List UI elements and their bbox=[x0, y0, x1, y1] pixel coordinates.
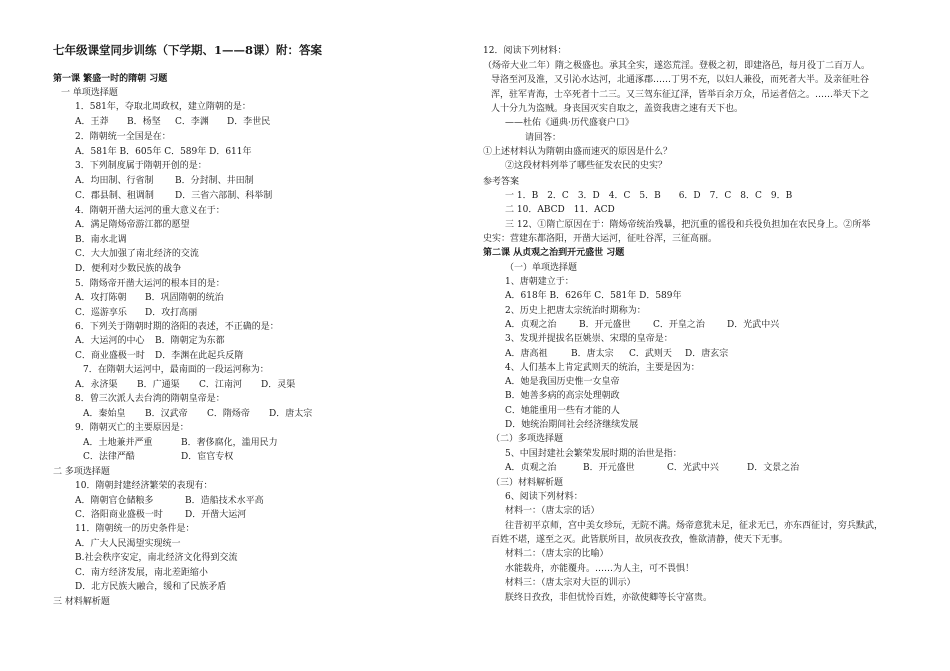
question-2-options bbox=[505, 319, 779, 331]
question-7-options bbox=[75, 379, 295, 391]
option: C．武则天 bbox=[629, 349, 672, 359]
answers-line: 一 1．B 2．C 3．D 4．C 5．B 6．D 7．C 8．C 9．B bbox=[505, 191, 793, 201]
question-3: 3．下列制度属于隋朝开创的是： bbox=[75, 161, 207, 171]
question-8: 8．曾三次派人去台湾的隋朝皇帝是： bbox=[75, 394, 225, 404]
question-10-options bbox=[75, 495, 264, 507]
question-3: 3、发现并提拔名臣姚崇、宋璟的皇帝是： bbox=[505, 334, 673, 344]
option: C．洛阳商业盛极一时 bbox=[75, 510, 163, 520]
material-label: 材料二：（唐太宗的比喻） bbox=[505, 549, 609, 559]
option: C．光武中兴 bbox=[667, 463, 719, 473]
option: A．她是我国历史惟一女皇帝 bbox=[505, 377, 620, 387]
material-source: ——杜佑《通典·历代盛衰户口》 bbox=[505, 118, 634, 128]
question-1: 1、唐朝建立于： bbox=[505, 277, 574, 287]
question-6-options bbox=[75, 335, 225, 347]
option: B．杨坚 bbox=[127, 117, 161, 127]
question-6: 6．下列关于隋朝时期的洛阳的表述，不正确的是： bbox=[75, 322, 279, 332]
section-material-analysis: （三）材料解析题 bbox=[491, 478, 564, 488]
question-2: 2．隋朝统一全国是在： bbox=[75, 132, 171, 142]
option: B．汉武帝 bbox=[145, 409, 188, 419]
question-2: 2、历史上把唐太宗统治时期称为： bbox=[505, 306, 646, 316]
option: B．隋朝定为东都 bbox=[155, 336, 225, 346]
lesson1-heading: 第一课 繁盛一时的隋朝 习题 bbox=[53, 74, 168, 84]
option: A．隋朝官仓储粮多 bbox=[75, 496, 154, 506]
option: C．江南河 bbox=[199, 380, 242, 390]
option: A．大运河的中心 bbox=[75, 336, 145, 346]
material-label: 材料一：（唐太宗的话） bbox=[505, 506, 600, 516]
answers-heading: 参考答案 bbox=[483, 177, 520, 187]
option: C．法律严酷 bbox=[83, 452, 135, 462]
question-3-options bbox=[505, 348, 728, 360]
question-9-options bbox=[83, 437, 278, 449]
material-text: 朕终日孜孜，非但忧怜百姓，亦欲使卿等长守富贵。 bbox=[505, 593, 713, 603]
question-10: 10．隋朝封建经济繁荣的表现有： bbox=[75, 481, 213, 491]
option: D．便利对少数民族的战争 bbox=[75, 264, 182, 274]
option: B．分封制、井田制 bbox=[175, 176, 254, 186]
option: A．均田制、行省制 bbox=[75, 176, 154, 186]
page-title: 七年级课堂同步训练（下学期、1——8课）附：答案 bbox=[53, 43, 323, 57]
lesson2-heading: 第二课 从贞观之治到开元盛世 习题 bbox=[483, 248, 625, 258]
option: D．光武中兴 bbox=[727, 320, 780, 330]
option: B．南水北调 bbox=[75, 235, 127, 245]
material-text: 浑，驻军青海，士卒死者十二三。又三驾东征辽泽，皆举百余万众，吊运者倍之。……举天下之 bbox=[491, 90, 870, 100]
question-6: 6、阅读下列材料： bbox=[505, 492, 583, 502]
option: D．北方民族大融合，缓和了民族矛盾 bbox=[75, 582, 227, 592]
section-multiple-choice: （二）多项选择题 bbox=[491, 434, 564, 444]
question-11: 11．隋朝统一的历史条件是： bbox=[75, 524, 195, 534]
option: A．土地兼并严重 bbox=[83, 438, 153, 448]
option: D．文景之治 bbox=[747, 463, 800, 473]
option: B．广通渠 bbox=[137, 380, 180, 390]
option: B．开元盛世 bbox=[583, 463, 635, 473]
answers-line: 史实：营建东都洛阳，开凿大运河，征吐谷浑，三征高丽。 bbox=[483, 234, 718, 244]
option: A．永济渠 bbox=[75, 380, 118, 390]
material-text: （炀帝大业二年）隋之极盛也。承其全实，遂恣荒淫。登极之初，即建洛邑，每月役丁二百万人。 bbox=[483, 61, 871, 71]
section-single-choice: 一 单项选择题 bbox=[61, 88, 118, 98]
option: D．李世民 bbox=[227, 117, 271, 127]
option: D．灵渠 bbox=[261, 380, 296, 390]
option: A．秦始皇 bbox=[83, 409, 126, 419]
question-12: 12．阅读下列材料： bbox=[483, 46, 567, 56]
option: D．她统治期间社会经济继续发展 bbox=[505, 420, 639, 430]
option: C．她能重用一些有才能的人 bbox=[505, 406, 620, 416]
option: A．唐高祖 bbox=[505, 349, 548, 359]
question-8-options bbox=[83, 408, 312, 420]
option: D．宦官专权 bbox=[181, 452, 234, 462]
question-1-options bbox=[75, 116, 270, 128]
option: B．唐太宗 bbox=[571, 349, 614, 359]
answers-line: 三 12、①隋亡原因在于：隋炀帝统治残暴，把沉重的徭役和兵役负担加在农民身上。②所举 bbox=[505, 220, 871, 230]
option: D．攻打高丽 bbox=[145, 308, 198, 318]
option: B．她善多病的高宗处理朝政 bbox=[505, 391, 620, 401]
material-text: 百姓不堪，遂至之灭。此皆朕所目，故夙夜孜孜，惟欲清静，使天下无事。 bbox=[491, 535, 789, 545]
option: A．贞观之治 bbox=[505, 320, 557, 330]
material-text: 导洛至河及淮，又引沁水达河，北通涿郡……丁男不充，以妇人兼役，而死者大半。及亲征吐谷 bbox=[491, 75, 870, 85]
option: D．唐太宗 bbox=[269, 409, 313, 419]
option: A．攻打陈朝 bbox=[75, 293, 127, 303]
option: B．奢侈腐化，滥用民力 bbox=[181, 438, 278, 448]
option: B.社会秩序安定，南北经济文化得到交流 bbox=[75, 553, 238, 563]
option: D．李渊在此起兵反隋 bbox=[155, 351, 244, 361]
answers-line: 二 10．ABCD 11．ACD bbox=[505, 205, 615, 215]
prompt-question-2: ②这段材料列举了哪些征发农民的史实？ bbox=[505, 161, 668, 171]
option: A．贞观之治 bbox=[505, 463, 557, 473]
material-text: 人十分九为盗贼。身丧国灭实自取之，盖资我唐之速有天下也。 bbox=[491, 104, 744, 114]
option: D．开凿大运河 bbox=[185, 510, 247, 520]
question-7: 7．在隋朝大运河中，最南面的一段运河称为： bbox=[83, 365, 269, 375]
option: D．唐玄宗 bbox=[685, 349, 729, 359]
option: B．巩固隋朝的统治 bbox=[145, 293, 224, 303]
question-6-options bbox=[75, 350, 243, 362]
question-1-options: A．618年 B．626年 C．581年 D．589年 bbox=[505, 291, 682, 301]
question-2-options: A．581年 B．605年 C．589年 D．611年 bbox=[75, 147, 252, 157]
prompt-question-1: ①上述材料认为隋朝由盛而速灭的原因是什么？ bbox=[483, 147, 673, 157]
question-5-options bbox=[75, 307, 197, 319]
option: C．开皇之治 bbox=[653, 320, 705, 330]
question-5: 5．隋炀帝开凿大运河的根本目的是： bbox=[75, 279, 225, 289]
question-5-options bbox=[75, 292, 224, 304]
question-9: 9．隋朝灭亡的主要原因是： bbox=[75, 423, 189, 433]
option: D．三省六部制、科举制 bbox=[175, 191, 273, 201]
option: B．造船技术水平高 bbox=[185, 496, 264, 506]
material-text: 往昔初平京师，宫中美女珍玩，无院不满。炀帝意犹未足，征求无已，亦东西征讨，穷兵黩武， bbox=[505, 521, 884, 531]
section-single-choice: （一）单项选择题 bbox=[505, 263, 578, 273]
option: C．李渊 bbox=[175, 117, 209, 127]
section-multiple-choice: 二 多项选择题 bbox=[53, 467, 110, 477]
option: C．隋炀帝 bbox=[207, 409, 250, 419]
question-5: 5、中国封建社会繁荣发展时期的治世是指： bbox=[505, 449, 682, 459]
option: A．广大人民渴望实现统一 bbox=[75, 539, 181, 549]
option: C．巡游享乐 bbox=[75, 308, 127, 318]
question-4: 4．隋朝开凿大运河的重大意义在于： bbox=[75, 206, 225, 216]
option: A．王莽 bbox=[75, 117, 109, 127]
question-3-options bbox=[75, 175, 254, 187]
material-text: 水能载舟，亦能覆舟。……为人主，可不畏惧！ bbox=[505, 564, 695, 574]
material-label: 材料三：（唐太宗对大臣的训示） bbox=[505, 578, 636, 588]
question-9-options bbox=[83, 451, 233, 463]
option: C．南方经济发展，南北差距缩小 bbox=[75, 568, 208, 578]
question-3-options bbox=[75, 190, 272, 202]
option: C．大大加强了南北经济的交流 bbox=[75, 249, 199, 259]
question-5-options bbox=[505, 462, 799, 474]
section-material-analysis: 三 材料解析题 bbox=[53, 597, 110, 607]
option: C．郡县制、租调制 bbox=[75, 191, 154, 201]
prompt-label: 请回答： bbox=[525, 133, 562, 143]
question-10-options bbox=[75, 509, 246, 521]
option: C．商业盛极一时 bbox=[75, 351, 145, 361]
option: B．开元盛世 bbox=[579, 320, 631, 330]
question-1: 1．581年，夺取北周政权，建立隋朝的是： bbox=[75, 102, 251, 112]
question-4: 4、人们基本上肯定武则天的统治，主要是因为： bbox=[505, 363, 700, 373]
option: A．满足隋炀帝游江都的愿望 bbox=[75, 220, 190, 230]
